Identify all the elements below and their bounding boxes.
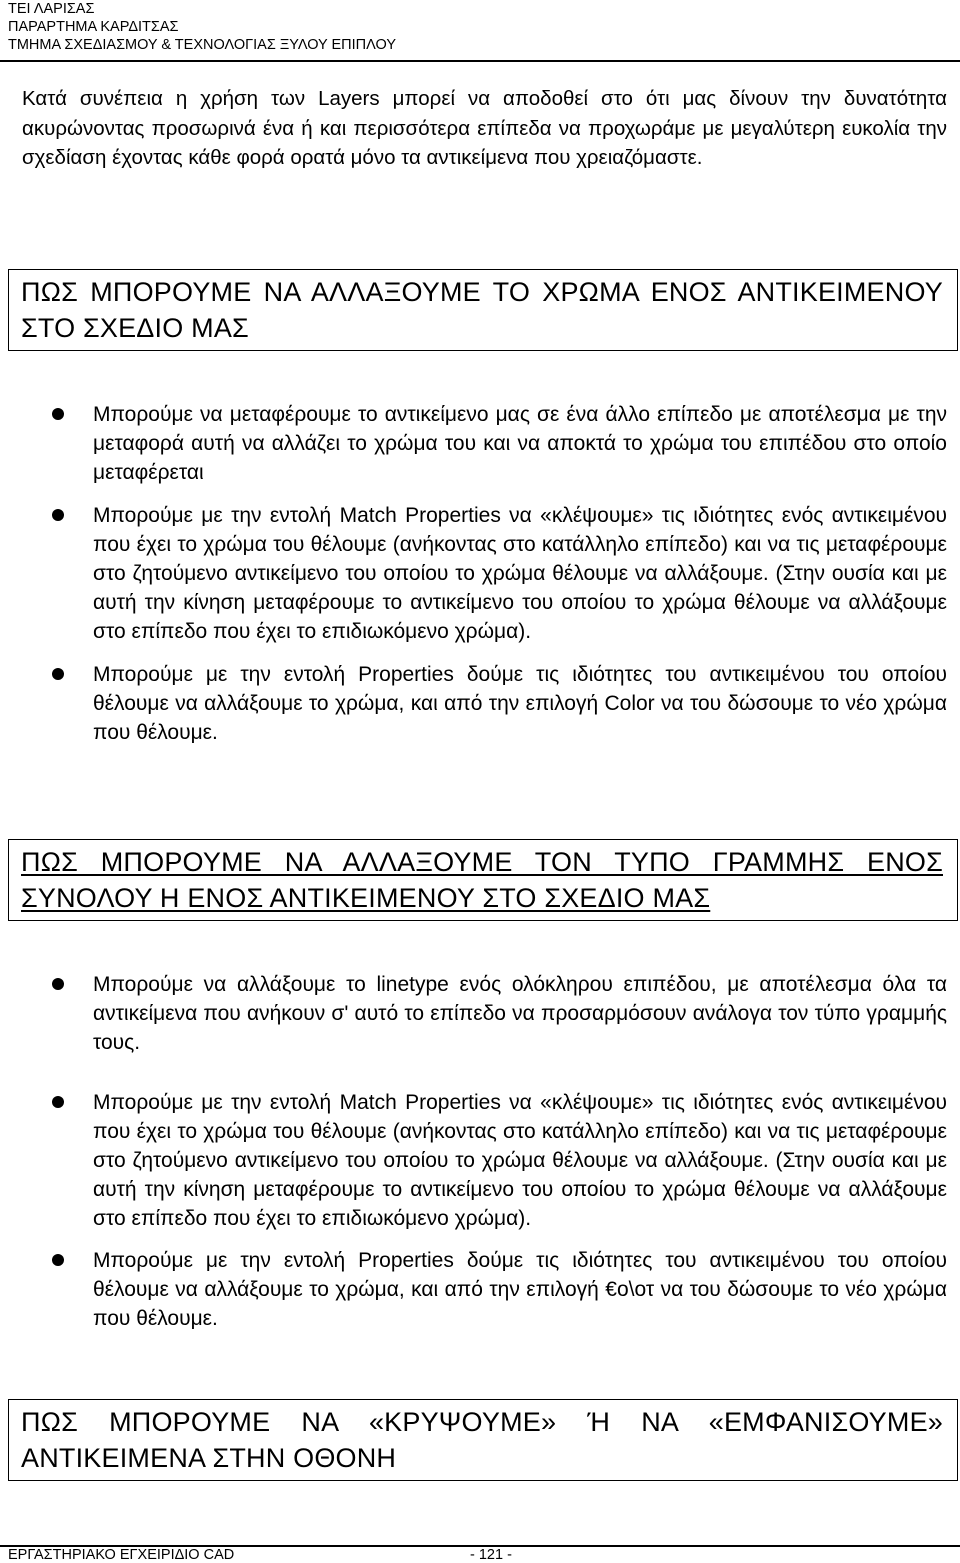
header-institution: ΤΕΙ ΛΑΡΙΣΑΣ <box>8 1 95 17</box>
footer-title: ΕΡΓΑΣΤΗΡΙΑΚΟ ΕΓΧΕΙΡΙΔΙΟ CAD <box>8 1547 235 1563</box>
bullet-icon <box>52 978 64 990</box>
intro-paragraph: Κατά συνέπεια η χρήση των Layers μπορεί να αποδοθεί στο ότι μας δίνουν την δυνατότητα ακυρώνοντας προσωρινά ένα ή και περισσότερα επίπεδα να προχωράμε με μεγαλύτερη ευκολία την σχεδίαση έχοντας κάθε φορά ορατά μόνο τα αντικείμενα που χρειαζόμαστε. <box>22 87 947 169</box>
list-item: Μπορούμε να μεταφέρουμε το αντικείμενο μας σε ένα άλλο επίπεδο με αποτέλεσμα με την μεταφορά αυτή να αλλάζει το χρώμα του και να αποκτά το χρώμα του επιπέδου στο οποίο μεταφέρεται <box>93 403 947 484</box>
section-heading-text: ΠΩΣ ΜΠΟΡΟΥΜΕ ΝΑ ΑΛΛΑΞΟΥΜΕ ΤΟΝ ΤΥΠΟ ΓΡΑΜΜΗΣ ΕΝΟΣ ΣΥΝΟΛΟΥ Η ΕΝΟΣ ΑΝΤΙΚΕΙΜΕΝΟΥ ΣΤΟ ΣΧΕΔΙΟ ΜΑΣ <box>21 847 943 913</box>
header-branch: ΠΑΡΑΡΤΗΜΑ ΚΑΡΔΙΤΣΑΣ <box>8 19 179 35</box>
bullet-icon <box>52 408 64 420</box>
section-heading-text: ΠΩΣ ΜΠΟΡΟΥΜΕ ΝΑ ΑΛΛΑΞΟΥΜΕ ΤΟ ΧΡΩΜΑ ΕΝΟΣ ΑΝΤΙΚΕΙΜΕΝΟΥ ΣΤΟ ΣΧΕΔΙΟ ΜΑΣ <box>21 277 943 343</box>
list-item: Μπορούμε με την εντολή Properties δούμε τις ιδιότητες του αντικειμένου του οποίου θέλουμε να αλλάξουμε το χρώμα, και από την επιλογή €ο\οτ να του δώσουμε το νέο χρώμα που θέλουμε. <box>93 1249 947 1330</box>
list-item: Μπορούμε με την εντολή Match Properties να «κλέψουμε» τις ιδιότητες ενός αντικειμένου που έχει το χρώμα του θέλουμε (ανήκοντας στο κατάλληλο επίπεδο) και να τις μεταφέρουμε στο ζητούμενο αντικείμενο του οποίου το χρώμα θέλουμε να αλλάξουμε. (Στην ουσία και με αυτή την κίνηση μεταφέρουμε το αντικείμενο του οποίου το χρώμα θέλουμε να αλλάξουμε στο επίπεδο που έχει το επιδιωκόμενο χρώμα). <box>93 1091 947 1230</box>
section-heading-color <box>8 269 958 351</box>
list-item: Μπορούμε με την εντολή Match Properties να «κλέψουμε» τις ιδιότητες ενός αντικειμένου που έχει το χρώμα του θέλουμε (ανήκοντας στο κατάλληλο επίπεδο) και να τις μεταφέρουμε στο ζητούμενο αντικείμενο του οποίου το χρώμα θέλουμε να αλλάξουμε. (Στην ουσία και με αυτή την κίνηση μεταφέρουμε το αντικείμενο του οποίου το χρώμα θέλουμε να αλλάξουμε στο επίπεδο που έχει το επιδιωκόμενο χρώμα). <box>93 504 947 643</box>
section-heading-visibility <box>8 1399 958 1481</box>
section-heading-linetype <box>8 839 958 921</box>
header-divider <box>0 60 960 62</box>
section-heading-text: ΠΩΣ ΜΠΟΡΟΥΜΕ ΝΑ «ΚΡΥΨΟΥΜΕ» Ή ΝΑ «ΕΜΦΑΝΙΣΟΥΜΕ» ΑΝΤΙΚΕΙΜΕΝΑ ΣΤΗΝ ΟΘΟΝΗ <box>21 1407 943 1473</box>
bullet-icon <box>52 668 64 680</box>
bullet-icon <box>52 1254 64 1266</box>
bullet-icon <box>52 1096 64 1108</box>
page-number: - 121 - <box>470 1547 512 1563</box>
page-header <box>8 0 396 54</box>
header-department: ΤΜΗΜΑ ΣΧΕΔΙΑΣΜΟΥ & ΤΕΧΝΟΛΟΓΙΑΣ ΞΥΛΟΥ ΕΠΙΠΛΟΥ <box>8 37 396 53</box>
list-item: Μπορούμε με την εντολή Properties δούμε τις ιδιότητες του αντικειμένου του οποίου θέλουμε να αλλάξουμε το χρώμα, και από την επιλογή Color να του δώσουμε το νέο χρώμα που θέλουμε. <box>93 663 947 744</box>
list-item: Μπορούμε να αλλάξουμε το linetype ενός ολόκληρου επιπέδου, με αποτέλεσμα όλα τα αντικείμενα που ανήκουν σ' αυτό το επίπεδο να προσαρμόσουν ανάλογα τον τύπο γραμμής τους. <box>93 973 947 1054</box>
bullet-icon <box>52 509 64 521</box>
